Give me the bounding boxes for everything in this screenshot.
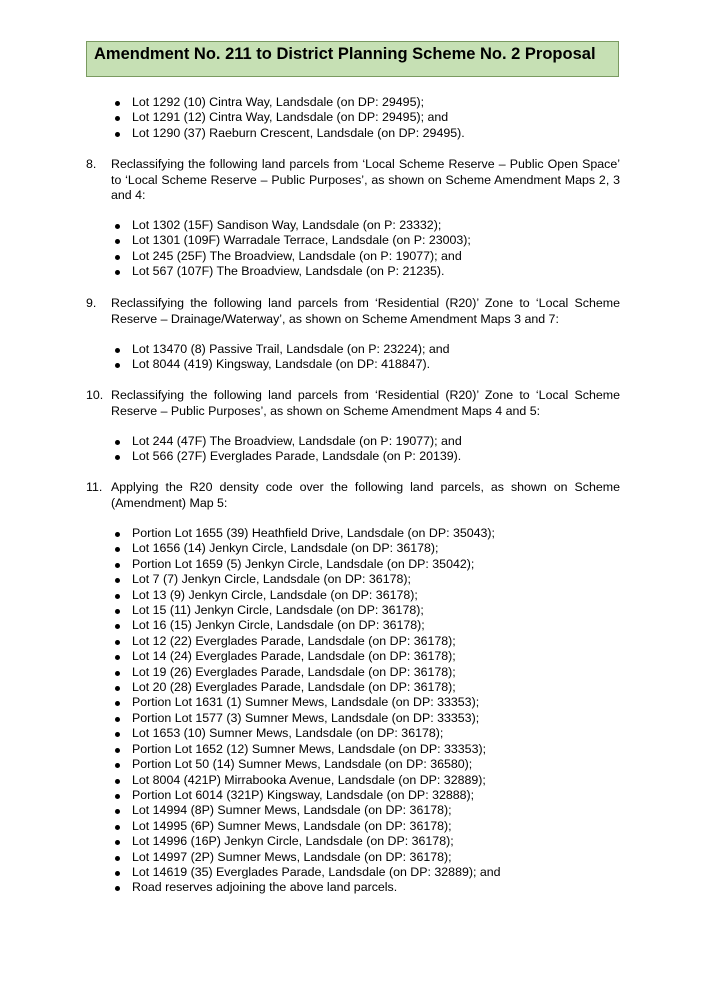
section-text: Applying the R20 density code over the following land parcels, as shown on Scheme (Amendment) Map 5: [111, 480, 620, 510]
section-10 [0, 388, 705, 419]
list-item: Lot 14996 (16P) Jenkyn Circle, Landsdale (on DP: 36178); [0, 834, 705, 849]
list-item: Lot 14995 (6P) Sumner Mews, Landsdale (on DP: 36178); [0, 819, 705, 834]
list-item: Lot 8004 (421P) Mirrabooka Avenue, Landsdale (on DP: 32889); [0, 773, 705, 788]
list-item: Lot 16 (15) Jenkyn Circle, Landsdale (on DP: 36178); [0, 618, 705, 633]
list-item: Lot 1301 (109F) Warradale Terrace, Landsdale (on P: 23003); [0, 233, 705, 248]
list-item: Portion Lot 1577 (3) Sumner Mews, Landsdale (on DP: 33353); [0, 711, 705, 726]
list-item: Lot 566 (27F) Everglades Parade, Landsdale (on P: 20139). [0, 449, 705, 464]
section-9 [0, 296, 705, 327]
list-item: Lot 1292 (10) Cintra Way, Landsdale (on DP: 29495); [0, 95, 705, 110]
section-number: 11. [86, 480, 103, 494]
list-item: Portion Lot 1655 (39) Heathfield Drive, Landsdale (on DP: 35043); [0, 526, 705, 541]
section-11 [0, 480, 705, 511]
list-item: Lot 20 (28) Everglades Parade, Landsdale (on DP: 36178); [0, 680, 705, 695]
list-item: Lot 19 (26) Everglades Parade, Landsdale (on DP: 36178); [0, 665, 705, 680]
section-text: Reclassifying the following land parcels from ‘Residential (R20)’ Zone to ‘Local Scheme Reserve – Public Purposes’, as shown on Scheme Amendment Maps 4 and 5: [111, 388, 620, 418]
section-number: 8. [86, 157, 97, 171]
section-number: 10. [86, 388, 104, 402]
list-item: Lot 245 (25F) The Broadview, Landsdale (on P: 19077); and [0, 249, 705, 264]
list-item: Portion Lot 6014 (321P) Kingsway, Landsdale (on DP: 32888); [0, 788, 705, 803]
list-item: Road reserves adjoining the above land parcels. [0, 880, 705, 895]
list-item: Lot 13470 (8) Passive Trail, Landsdale (on P: 23224); and [0, 342, 705, 357]
section-10-lot-list [0, 434, 705, 465]
list-item: Lot 14619 (35) Everglades Parade, Landsdale (on DP: 32889); and [0, 865, 705, 880]
list-item: Lot 1656 (14) Jenkyn Circle, Landsdale (on DP: 36178); [0, 541, 705, 556]
list-item: Portion Lot 1652 (12) Sumner Mews, Landsdale (on DP: 33353); [0, 742, 705, 757]
list-item: Lot 1302 (15F) Sandison Way, Landsdale (on P: 23332); [0, 218, 705, 233]
title-banner [86, 41, 619, 77]
list-item: Lot 1291 (12) Cintra Way, Landsdale (on DP: 29495); and [0, 110, 705, 125]
section-text: Reclassifying the following land parcels from ‘Residential (R20)’ Zone to ‘Local Scheme Reserve – Drainage/Waterway’, as shown on Scheme Amendment Maps 3 and 7: [111, 296, 620, 326]
list-item: Lot 8044 (419) Kingsway, Landsdale (on DP: 418847). [0, 357, 705, 372]
list-item: Lot 14 (24) Everglades Parade, Landsdale (on DP: 36178); [0, 649, 705, 664]
list-item: Lot 567 (107F) The Broadview, Landsdale (on P: 21235). [0, 264, 705, 279]
list-item: Lot 14997 (2P) Sumner Mews, Landsdale (on DP: 36178); [0, 850, 705, 865]
section-9-lot-list [0, 342, 705, 373]
section-8-lot-list [0, 218, 705, 280]
page-title: Amendment No. 211 to District Planning Scheme No. 2 Proposal [94, 45, 596, 63]
list-item: Lot 14994 (8P) Sumner Mews, Landsdale (on DP: 36178); [0, 803, 705, 818]
list-item: Portion Lot 50 (14) Sumner Mews, Landsdale (on DP: 36580); [0, 757, 705, 772]
list-item: Lot 1290 (37) Raeburn Crescent, Landsdale (on DP: 29495). [0, 126, 705, 141]
list-item: Lot 12 (22) Everglades Parade, Landsdale (on DP: 36178); [0, 634, 705, 649]
list-item: Lot 13 (9) Jenkyn Circle, Landsdale (on DP: 36178); [0, 588, 705, 603]
section-8 [0, 157, 705, 204]
section-11-lot-list [0, 526, 705, 896]
section-text: Reclassifying the following land parcels from ‘Local Scheme Reserve – Public Open Space’ to ‘Local Scheme Reserve – Public Purposes’, as shown on Scheme Amendment Maps 2, 3 and 4: [111, 157, 620, 203]
continued-lot-list [0, 95, 705, 141]
list-item: Lot 244 (47F) The Broadview, Landsdale (on P: 19077); and [0, 434, 705, 449]
list-item: Lot 15 (11) Jenkyn Circle, Landsdale (on DP: 36178); [0, 603, 705, 618]
list-item: Portion Lot 1631 (1) Sumner Mews, Landsdale (on DP: 33353); [0, 695, 705, 710]
list-item: Lot 7 (7) Jenkyn Circle, Landsdale (on DP: 36178); [0, 572, 705, 587]
list-item: Lot 1653 (10) Sumner Mews, Landsdale (on DP: 36178); [0, 726, 705, 741]
section-number: 9. [86, 296, 97, 310]
list-item: Portion Lot 1659 (5) Jenkyn Circle, Landsdale (on DP: 35042); [0, 557, 705, 572]
